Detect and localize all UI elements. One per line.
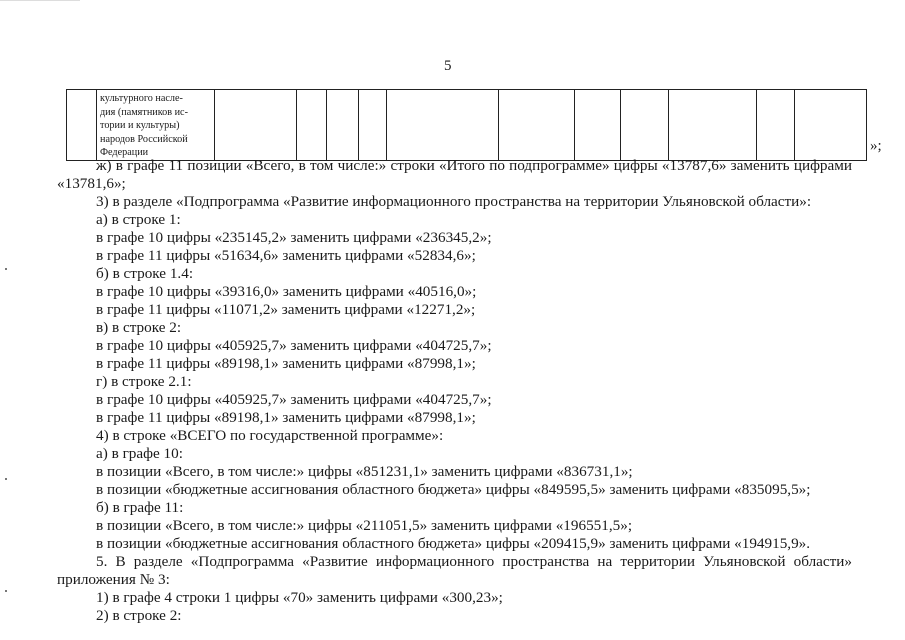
text-line: 5. В разделе «Подпрограмма «Развитие информационного пространства на территории Ульяновской области» xyxy=(96,553,852,570)
table-cell xyxy=(499,90,575,161)
text-line: «13781,6»; xyxy=(57,175,126,192)
text-line: в графе 11 цифры «51634,6» заменить цифрами «52834,6»; xyxy=(96,247,476,264)
table-cell xyxy=(97,90,215,161)
table-cell xyxy=(67,90,97,161)
text-line: в позиции «Всего, в том числе:» цифры «851231,1» заменить цифрами «836731,1»; xyxy=(96,463,633,480)
text-line: 1) в графе 4 строки 1 цифры «70» заменить цифрами «300,23»; xyxy=(96,589,503,606)
text-line: в позиции «Всего, в том числе:» цифры «211051,5» заменить цифрами «196551,5»; xyxy=(96,517,633,534)
table-row xyxy=(67,90,867,161)
table-cell xyxy=(795,90,867,161)
table-cell xyxy=(621,90,669,161)
table-trailing-mark: »; xyxy=(870,138,882,154)
top-rule xyxy=(0,0,80,1)
table-cell xyxy=(575,90,621,161)
table-cell xyxy=(215,90,297,161)
table-cell xyxy=(359,90,387,161)
text-line: в) в строке 2: xyxy=(96,319,182,336)
table-cell xyxy=(387,90,499,161)
table-cell xyxy=(327,90,359,161)
table-cell xyxy=(669,90,757,161)
text-line: в позиции «бюджетные ассигнования областного бюджета» цифры «209415,9» заменить цифрами «194915,9». xyxy=(96,535,811,552)
text-line: 4) в строке «ВСЕГО по государственной программе»: xyxy=(96,427,444,444)
text-line: а) в строке 1: xyxy=(96,211,181,228)
text-line: в графе 10 цифры «405925,7» заменить цифрами «404725,7»; xyxy=(96,391,492,408)
text-line: в позиции «бюджетные ассигнования областного бюджета» цифры «849595,5» заменить цифрами «835095,5»; xyxy=(96,481,811,498)
table-fragment xyxy=(66,89,867,161)
text-line: 2) в строке 2: xyxy=(96,607,182,624)
table-cell xyxy=(757,90,795,161)
text-line: б) в строке 1.4: xyxy=(96,265,194,282)
text-line: в графе 11 цифры «89198,1» заменить цифрами «87998,1»; xyxy=(96,409,476,426)
text-line: б) в графе 11: xyxy=(96,499,184,516)
text-line: в графе 10 цифры «405925,7» заменить цифрами «404725,7»; xyxy=(96,337,492,354)
scan-mark xyxy=(5,478,7,480)
text-line: приложения № 3: xyxy=(57,571,170,588)
scan-mark xyxy=(5,590,7,592)
text-line: в графе 10 цифры «235145,2» заменить цифрами «236345,2»; xyxy=(96,229,492,246)
text-line: 3) в разделе «Подпрограмма «Развитие информационного пространства на территории Ульяновской области»: xyxy=(96,193,812,210)
table-cell-text: культурного насле- дия (памятников ис- тории и культуры) народов Российской Федерации xyxy=(100,93,188,158)
text-line: г) в строке 2.1: xyxy=(96,373,192,390)
text-line: а) в графе 10: xyxy=(96,445,183,462)
scan-mark xyxy=(5,268,7,270)
text-line: в графе 11 цифры «11071,2» заменить цифрами «12271,2»; xyxy=(96,301,476,318)
text-line: в графе 11 цифры «89198,1» заменить цифрами «87998,1»; xyxy=(96,355,476,372)
text-line: ж) в графе 11 позиции «Всего, в том числе:» строки «Итого по подпрограмме» цифры «13787,6» заменить цифрами xyxy=(96,157,852,174)
page-number: 5 xyxy=(444,58,452,74)
table-cell xyxy=(297,90,327,161)
text-line: в графе 10 цифры «39316,0» заменить цифрами «40516,0»; xyxy=(96,283,477,300)
